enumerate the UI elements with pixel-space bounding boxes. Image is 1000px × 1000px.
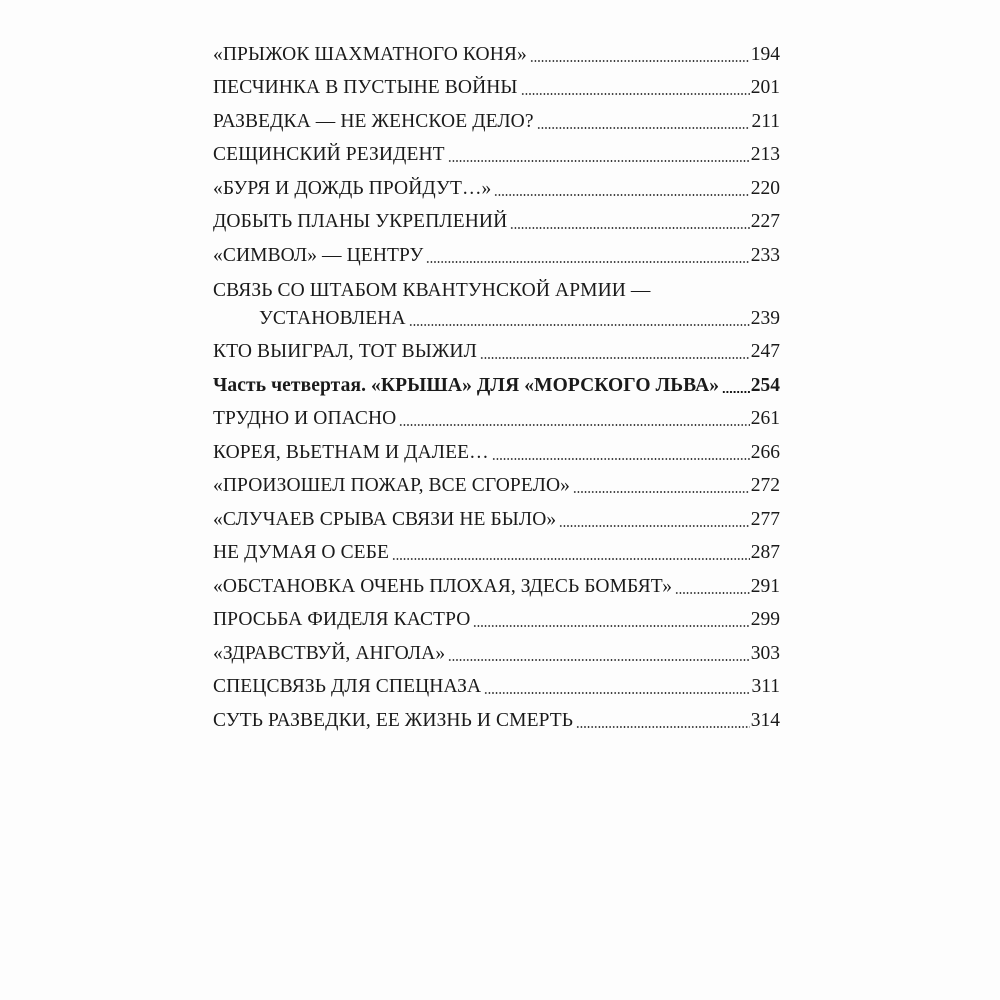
- toc-entry-title: «ПРЫЖОК ШАХМАТНОГО КОНЯ»: [213, 43, 527, 65]
- dot-leader: [537, 127, 751, 129]
- toc-entry-page: 227: [750, 211, 780, 232]
- toc-entry: [213, 134, 780, 168]
- toc-entry-title: СПЕЦСВЯЗЬ ДЛЯ СПЕЦНАЗА: [213, 676, 482, 697]
- dot-leader: [492, 458, 750, 460]
- toc-entry: [213, 234, 780, 268]
- toc-entry-page: 299: [750, 609, 780, 630]
- toc-entry-page: 266: [750, 441, 780, 463]
- toc-entry-page: 291: [750, 575, 780, 597]
- toc-entry-page: 287: [750, 542, 780, 563]
- toc-part-heading: [213, 364, 780, 398]
- toc-entry: [213, 599, 780, 633]
- toc-entry: [213, 331, 780, 365]
- toc-entry: [213, 201, 780, 235]
- dot-leader: [510, 227, 749, 229]
- toc-entry: [213, 699, 780, 733]
- toc-entry-page: 201: [750, 77, 780, 98]
- toc-entry: [213, 465, 780, 499]
- toc-entry-title: НЕ ДУМАЯ О СЕБЕ: [213, 542, 390, 563]
- toc-entry: [213, 398, 780, 432]
- toc-entry-title: «ОБСТАНОВКА ОЧЕНЬ ПЛОХАЯ, ЗДЕСЬ БОМБЯТ»: [213, 575, 673, 597]
- table-of-contents: [213, 33, 780, 733]
- toc-entry-title: СЕЩИНСКИЙ РЕЗИДЕНТ: [213, 144, 445, 165]
- dot-leader: [530, 60, 750, 62]
- toc-entry-title: КОРЕЯ, ВЬЕТНАМ И ДАЛЕЕ…: [213, 441, 489, 463]
- dot-leader: [521, 93, 750, 95]
- dot-leader: [494, 194, 749, 196]
- toc-entry-title: Часть четвертая. «КРЫША» ДЛЯ «МОРСКОГО ЛЬВА»: [213, 374, 720, 396]
- dot-leader: [480, 357, 750, 359]
- toc-entry-page: 239: [750, 307, 780, 329]
- toc-entry-page: 211: [751, 110, 780, 132]
- toc-entry: [213, 33, 780, 67]
- toc-entry-title: ПЕСЧИНКА В ПУСТЫНЕ ВОЙНЫ: [213, 77, 518, 98]
- toc-entry: [213, 632, 780, 666]
- dot-leader: [722, 391, 750, 393]
- toc-entry-title: «БУРЯ И ДОЖДЬ ПРОЙДУТ…»: [213, 177, 492, 199]
- toc-entry: [213, 268, 780, 331]
- dot-leader: [409, 324, 750, 326]
- dot-leader: [399, 424, 749, 426]
- toc-entry-title: «ПРОИЗОШЕЛ ПОЖАР, ВСЕ СГОРЕЛО»: [213, 475, 570, 496]
- dot-leader: [559, 525, 750, 527]
- dot-leader: [448, 659, 750, 661]
- toc-entry-page: 220: [750, 177, 780, 199]
- toc-entry: [213, 167, 780, 201]
- toc-entry-page: 247: [750, 341, 780, 362]
- toc-entry: [213, 565, 780, 599]
- toc-entry-title: ДОБЫТЬ ПЛАНЫ УКРЕПЛЕНИЙ: [213, 211, 508, 232]
- toc-entry-title: РАЗВЕДКА — НЕ ЖЕНСКОЕ ДЕЛО?: [213, 110, 534, 132]
- toc-entry-title: СУТЬ РАЗВЕДКИ, ЕЕ ЖИЗНЬ И СМЕРТЬ: [213, 709, 574, 731]
- toc-entry-continuation: [213, 307, 780, 331]
- toc-entry-page: 314: [750, 709, 780, 731]
- dot-leader: [573, 491, 750, 493]
- toc-entry-page: 254: [750, 374, 780, 396]
- toc-entry-title-line2: УСТАНОВЛЕНА: [259, 307, 406, 329]
- toc-entry-page: 272: [750, 475, 780, 496]
- dot-leader: [484, 692, 750, 694]
- dot-leader: [426, 261, 749, 263]
- toc-entry-title: «СИМВОЛ» — ЦЕНТРУ: [213, 244, 424, 266]
- toc-entry-title: ПРОСЬБА ФИДЕЛЯ КАСТРО: [213, 609, 471, 630]
- toc-entry-title: ТРУДНО И ОПАСНО: [213, 408, 397, 429]
- toc-entry-title-line1: СВЯЗЬ СО ШТАБОМ КВАНТУНСКОЙ АРМИИ —: [213, 279, 651, 301]
- toc-entry-page: 311: [751, 676, 780, 697]
- dot-leader: [473, 625, 749, 627]
- toc-entry-page: 233: [750, 244, 780, 266]
- dot-leader: [675, 592, 750, 594]
- toc-entry-page: 213: [750, 144, 780, 165]
- dot-leader: [392, 558, 750, 560]
- toc-entry: [213, 666, 780, 700]
- toc-entry-page: 303: [750, 642, 780, 664]
- toc-entry: [213, 532, 780, 566]
- toc-entry-title: «ЗДРАВСТВУЙ, АНГОЛА»: [213, 642, 446, 664]
- dot-leader: [576, 726, 750, 728]
- toc-entry-title: КТО ВЫИГРАЛ, ТОТ ВЫЖИЛ: [213, 341, 477, 362]
- dot-leader: [448, 160, 750, 162]
- toc-entry: [213, 100, 780, 134]
- toc-entry: [213, 498, 780, 532]
- toc-entry-page: 277: [750, 508, 780, 530]
- toc-entry-page: 194: [750, 43, 780, 65]
- toc-entry-page: 261: [750, 408, 780, 429]
- toc-entry-title: «СЛУЧАЕВ СРЫВА СВЯЗИ НЕ БЫЛО»: [213, 508, 557, 530]
- toc-entry: [213, 431, 780, 465]
- toc-entry: [213, 67, 780, 101]
